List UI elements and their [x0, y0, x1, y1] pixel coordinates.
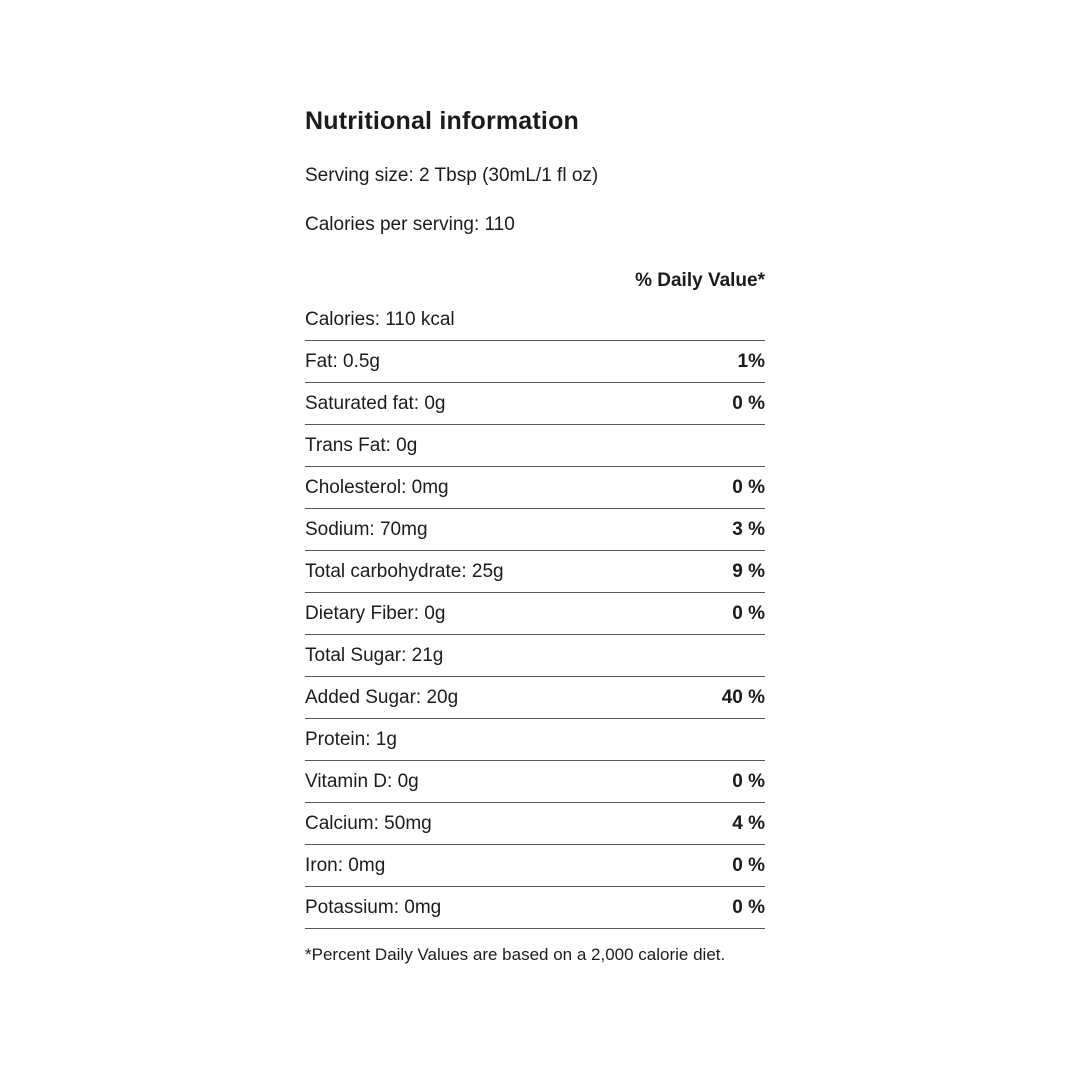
nutrition-row — [305, 509, 765, 551]
nutrition-row — [305, 635, 765, 677]
nutrient-label: Total carbohydrate: 25g — [305, 561, 504, 582]
nutrition-row — [305, 425, 765, 467]
daily-value: 9 % — [732, 561, 765, 582]
nutrient-label: Added Sugar: 20g — [305, 687, 459, 708]
nutrient-label: Protein: 1g — [305, 729, 397, 750]
daily-value: 0 % — [732, 603, 765, 624]
nutrition-row — [305, 341, 765, 383]
nutrient-label: Fat: 0.5g — [305, 351, 380, 372]
nutrient-label: Dietary Fiber: 0g — [305, 603, 446, 624]
daily-value-footnote: *Percent Daily Values are based on a 2,000 calorie diet. — [305, 945, 726, 964]
nutrient-label: Sodium: 70mg — [305, 519, 428, 540]
daily-value: 0 % — [732, 897, 765, 918]
daily-value-header: % Daily Value* — [635, 270, 765, 291]
daily-value: 0 % — [732, 477, 765, 498]
nutrition-panel — [305, 106, 765, 967]
nutrient-label: Saturated fat: 0g — [305, 393, 446, 414]
nutrient-label: Calcium: 50mg — [305, 813, 432, 834]
nutrition-row — [305, 593, 765, 635]
nutrient-label: Total Sugar: 21g — [305, 645, 444, 666]
daily-value: 0 % — [732, 393, 765, 414]
serving-size-text: Serving size: 2 Tbsp (30mL/1 fl oz) — [305, 165, 599, 186]
nutrition-row — [305, 803, 765, 845]
nutrition-row — [305, 761, 765, 803]
nutrient-label: Calories: 110 kcal — [305, 309, 455, 330]
nutrient-label: Iron: 0mg — [305, 855, 386, 876]
nutrition-row — [305, 887, 765, 929]
nutrition-row — [305, 467, 765, 509]
daily-value: 0 % — [732, 855, 765, 876]
nutrient-label: Potassium: 0mg — [305, 897, 442, 918]
nutrient-label: Vitamin D: 0g — [305, 771, 419, 792]
nutrition-table — [305, 299, 765, 929]
nutrition-row — [305, 551, 765, 593]
page-title: Nutritional information — [305, 107, 580, 135]
nutrition-row — [305, 677, 765, 719]
nutrient-label: Trans Fat: 0g — [305, 435, 418, 456]
nutrition-row — [305, 299, 765, 341]
daily-value: 1% — [737, 351, 765, 372]
daily-value: 4 % — [732, 813, 765, 834]
calories-per-serving-text: Calories per serving: 110 — [305, 214, 515, 235]
nutrient-label: Cholesterol: 0mg — [305, 477, 449, 498]
nutrition-row — [305, 845, 765, 887]
daily-value: 0 % — [732, 771, 765, 792]
nutrition-row — [305, 383, 765, 425]
nutrition-row — [305, 719, 765, 761]
daily-value: 40 % — [721, 687, 765, 708]
daily-value: 3 % — [732, 519, 765, 540]
